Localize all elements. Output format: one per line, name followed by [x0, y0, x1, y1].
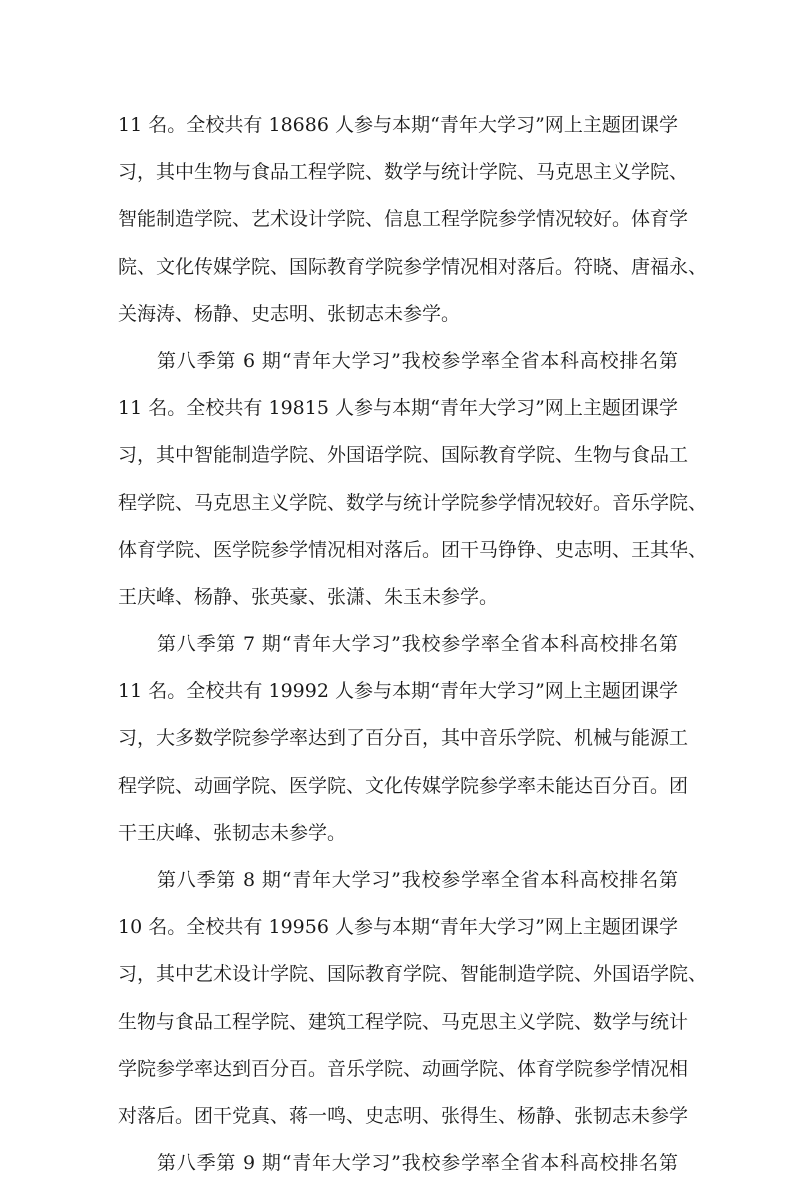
text-line: 关海涛、杨静、史志明、张韧志未参学。 — [118, 302, 461, 325]
text-line: 第八季第 8 期“青年大学习”我校参学率全省本科高校排名第 — [157, 869, 678, 891]
paragraph-season8-issue5-continued — [118, 102, 708, 338]
document-page — [118, 102, 708, 1187]
text-line: 王庆峰、杨静、张英豪、张潇、朱玉未参学。 — [118, 585, 499, 608]
paragraph-season8-issue9 — [118, 1140, 678, 1187]
text-line: 习，其中艺术设计学院、国际教育学院、智能制造学院、外国语学院、 — [118, 963, 708, 986]
text-line: 干王庆峰、张韧志未参学。 — [118, 821, 347, 844]
text-line: 第八季第 7 期“青年大学习”我校参学率全省本科高校排名第 — [157, 633, 678, 656]
text-line: 11 名。全校共有 19992 人参与本期“青年大学习”网上主题团课学 — [118, 680, 678, 703]
text-line: 程学院、马克思主义学院、数学与统计学院参学情况较好。音乐学院、 — [118, 491, 708, 514]
text-line: 学院参学率达到百分百。音乐学院、动画学院、体育学院参学情况相 — [118, 1057, 689, 1080]
text-line: 对落后。团干党真、蒋一鸣、史志明、张得生、杨静、张韧志未参学 — [118, 1104, 689, 1127]
text-line: 程学院、动画学院、医学院、文化传媒学院参学率未能达百分百。团 — [118, 774, 689, 797]
paragraph-season8-issue8 — [118, 857, 708, 1140]
text-line: 生物与食品工程学院、建筑工程学院、马克思主义学院、数学与统计 — [118, 1010, 689, 1033]
text-line: 习，其中生物与食品工程学院、数学与统计学院、马克思主义学院、 — [118, 161, 689, 184]
paragraph-season8-issue6 — [118, 338, 708, 621]
text-line: 习，大多数学院参学率达到了百分百，其中音乐学院、机械与能源工 — [118, 727, 689, 750]
paragraph-season8-issue7 — [118, 621, 689, 857]
text-line: 11 名。全校共有 19815 人参与本期“青年大学习”网上主题团课学 — [118, 397, 678, 420]
text-line: 体育学院、医学院参学情况相对落后。团干马铮铮、史志明、王其华、 — [118, 538, 708, 561]
text-line: 习，其中智能制造学院、外国语学院、国际教育学院、生物与食品工 — [118, 444, 689, 467]
text-line: 第八季第 6 期“青年大学习”我校参学率全省本科高校排名第 — [157, 349, 678, 372]
text-line: 智能制造学院、艺术设计学院、信息工程学院参学情况较好。体育学 — [118, 208, 689, 231]
text-line: 第八季第 9 期“青年大学习”我校参学率全省本科高校排名第 — [157, 1152, 678, 1175]
text-line: 10 名。全校共有 19956 人参与本期“青年大学习”网上主题团课学 — [118, 916, 678, 939]
text-line: 11 名。全校共有 18686 人参与本期“青年大学习”网上主题团课学 — [118, 114, 678, 136]
text-line: 院、文化传媒学院、国际教育学院参学情况相对落后。符晓、唐福永、 — [118, 255, 708, 278]
